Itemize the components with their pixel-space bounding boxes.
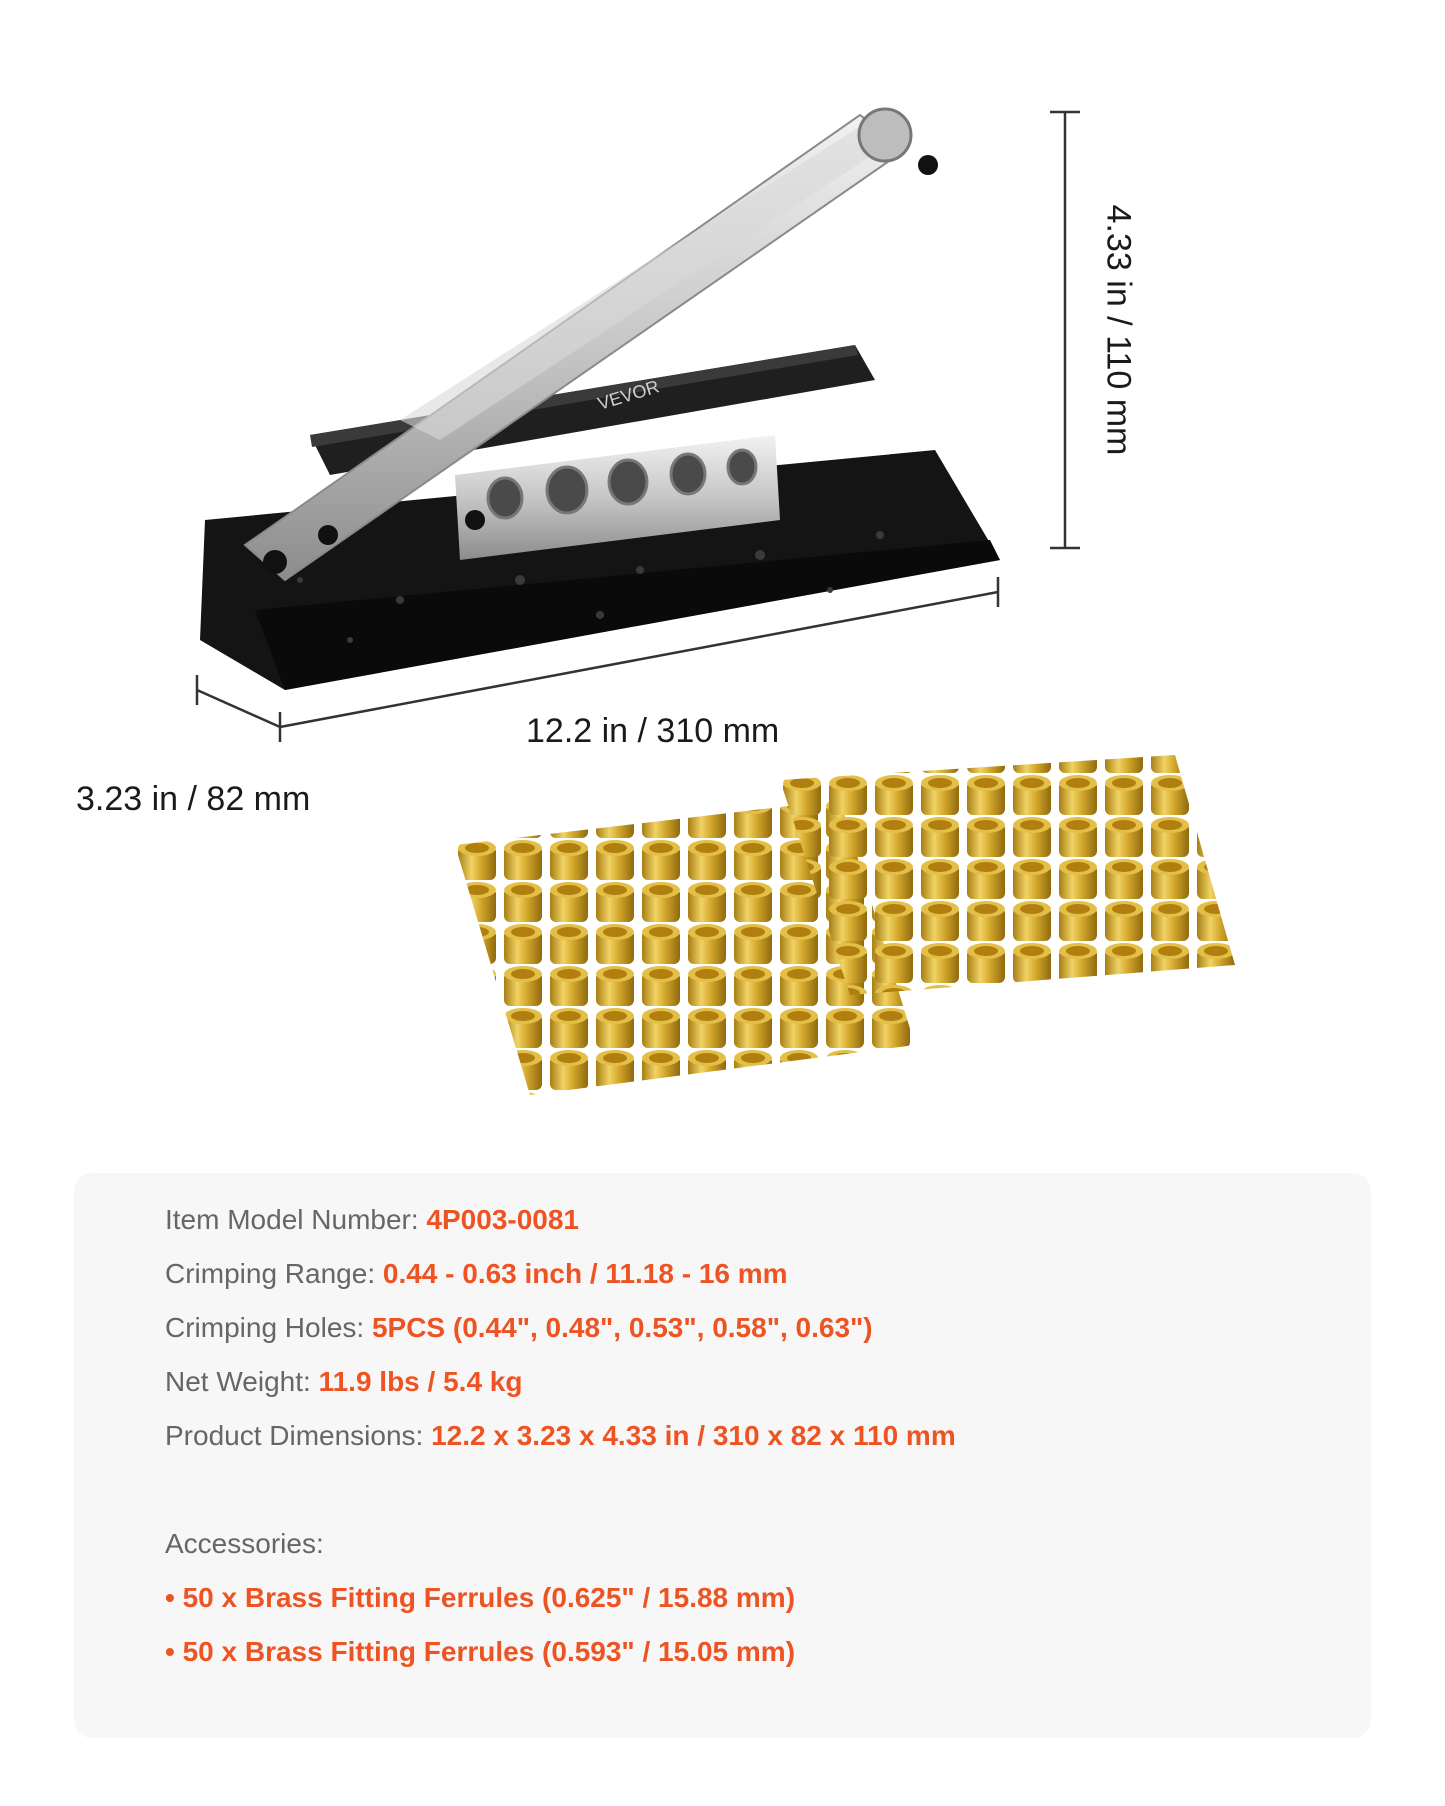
depth-dimension-line (197, 675, 280, 727)
spec-value: 4P003-0081 (426, 1204, 579, 1235)
spec-product-dimensions (165, 1420, 956, 1452)
crimper-tool (200, 109, 1000, 690)
spec-label: Crimping Holes: (165, 1312, 372, 1343)
spec-label: Crimping Range: (165, 1258, 383, 1289)
accessory-item: • 50 x Brass Fitting Ferrules (0.625" / 15.88 mm) (165, 1582, 796, 1613)
spec-value: 0.44 - 0.63 inch / 11.18 - 16 mm (382, 1258, 788, 1289)
spec-net-weight (165, 1366, 522, 1398)
spec-value: 12.2 x 3.23 x 4.33 in / 310 x 82 x 110 mm (431, 1420, 956, 1451)
spec-model-number (165, 1204, 579, 1236)
spec-crimping-holes (165, 1312, 873, 1344)
accessories-heading: Accessories: (165, 1528, 324, 1559)
spec-crimping-range (165, 1258, 788, 1290)
depth-dimension-label: 3.23 in / 82 mm (76, 780, 311, 818)
spec-label: Net Weight: (165, 1366, 319, 1397)
spec-value: 5PCS (0.44", 0.48", 0.53", 0.58", 0.63") (371, 1312, 873, 1343)
spec-value: 11.9 lbs / 5.4 kg (318, 1366, 523, 1397)
accessory-item: • 50 x Brass Fitting Ferrules (0.593" / 15.05 mm) (165, 1636, 796, 1667)
spec-card (74, 1173, 1371, 1738)
ferrule-tray-right (780, 755, 1235, 995)
spec-label: Item Model Number: (165, 1204, 427, 1235)
height-dimension-line (1050, 112, 1080, 548)
height-dimension-label: 4.33 in / 110 mm (1099, 204, 1138, 456)
spec-label: Product Dimensions: (165, 1420, 432, 1451)
width-dimension-label: 12.2 in / 310 mm (526, 712, 780, 750)
brand-text: VEVOR (595, 376, 662, 414)
